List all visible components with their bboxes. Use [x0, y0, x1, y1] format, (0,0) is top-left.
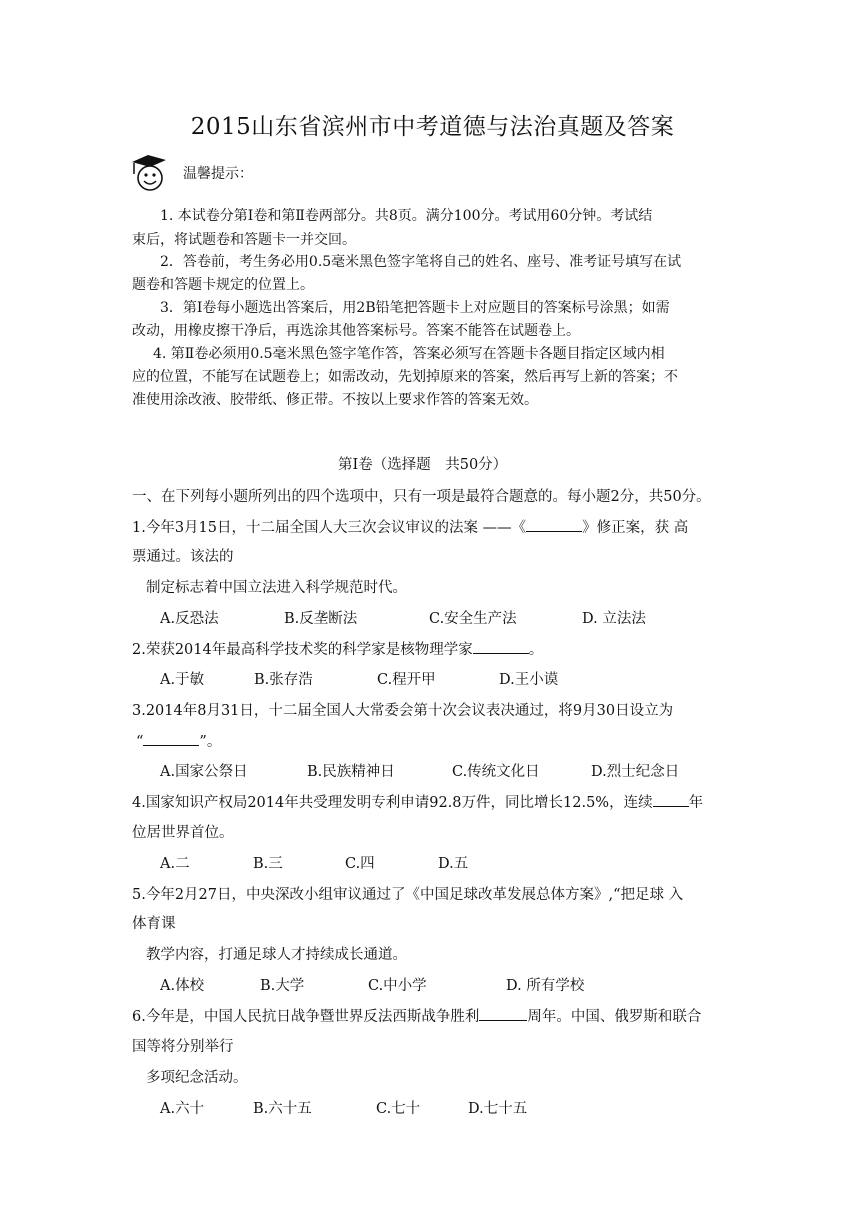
option-d: D.七十五 — [468, 1101, 528, 1117]
option-c: C.程开甲 — [377, 672, 436, 688]
tip-4-line-1: 4. 第Ⅱ卷必须用0.5毫米黑色签字笔作答，答案必须写在答题卡各题目指定区域内相 — [153, 346, 665, 362]
question-stem-cont: 票通过。该法的 — [132, 549, 234, 565]
question-stem-cont: 制定标志着中国立法进入科学规范时代。 — [146, 580, 407, 596]
option-c: C.安全生产法 — [429, 611, 517, 627]
option-d: D. 立法法 — [582, 611, 646, 627]
answer-blank — [473, 639, 529, 654]
question-stem-cont: 位居世界首位。 — [132, 825, 234, 841]
option-d: D.五 — [438, 856, 469, 872]
option-d: D.王小谟 — [499, 672, 559, 688]
tip-1-line-1: 1. 本试卷分第Ⅰ卷和第Ⅱ卷两部分。共8页。满分100分。考试用60分钟。考试结 — [160, 208, 653, 224]
option-c: C.四 — [345, 856, 375, 872]
question-stem-cont: 体育课 — [132, 916, 176, 932]
tip-4-line-3: 准使用涂改液、胶带纸、修正带。不按以上要求作答的答案无效。 — [132, 392, 538, 408]
tip-3-line-1: 3．第Ⅰ卷每小题选出答案后，用2B铅笔把答题卡上对应题目的答案标号涂黑；如需 — [160, 300, 670, 316]
option-b: B.反垄断法 — [284, 611, 358, 627]
option-c: C.七十 — [376, 1101, 421, 1117]
option-c: C.中小学 — [368, 978, 427, 994]
smiley-graduate-icon — [128, 152, 170, 194]
tips-label: 温馨提示： — [183, 166, 253, 182]
option-a: A.二 — [160, 856, 190, 872]
tip-2-line-1: 2．答卷前，考生务必用0.5毫米黑色签字笔将自己的姓名、座号、准考证号填写在试 — [160, 254, 682, 270]
option-b: B.三 — [253, 856, 283, 872]
tip-2-line-2: 题卷和答题卡规定的位置上。 — [132, 277, 314, 293]
answer-blank — [143, 731, 199, 746]
option-c: C.传统文化日 — [452, 764, 540, 780]
question-stem: 3.2014年8月31日，十二届全国人大常委会第十次会议表决通过，将9月30日设立为 — [132, 703, 674, 719]
option-a: A.反恐法 — [160, 611, 219, 627]
question-stem-cont: 多项纪念活动。 — [146, 1070, 248, 1086]
answer-blank — [479, 1006, 527, 1021]
question-stem: 2.荣获2014年最高科学技术奖的科学家是核物理学家 。 — [132, 638, 543, 659]
tip-1-line-2: 束后，将试题卷和答题卡一并交回。 — [132, 232, 356, 248]
option-b: B.大学 — [260, 978, 305, 994]
question-stem: 5.今年2月27日，中央深改小组审议通过了《中国足球改革发展总体方案》,“把足球 入 — [132, 887, 684, 903]
question-stem-cont: “ ”。 — [136, 730, 221, 751]
question-stem: 1.今年3月15日，十二届全国人大三次会议审议的法案 ——《 》修正案，获 高 — [132, 516, 688, 537]
answer-blank — [653, 792, 689, 807]
question-stem-cont: 国等将分别举行 — [132, 1039, 234, 1055]
option-b: B.六十五 — [253, 1101, 312, 1117]
option-a: A.国家公祭日 — [160, 764, 248, 780]
section-heading: 第Ⅰ卷（选择题 共50分） — [338, 457, 508, 473]
option-a: A.六十 — [160, 1101, 205, 1117]
option-b: B.张存浩 — [254, 672, 313, 688]
question-stem: 4.国家知识产权局2014年共受理发明专利申请92.8万件，同比增长12.5%，连续 年 — [132, 791, 703, 812]
option-d: D. 所有学校 — [506, 978, 585, 994]
option-a: A.体校 — [160, 978, 205, 994]
question-stem-cont: 教学内容，打通足球人才持续成长通道。 — [146, 947, 407, 963]
answer-blank — [526, 517, 582, 532]
question-stem: 6.今年是，中国人民抗日战争暨世界反法西斯战争胜利 周年。中国、俄罗斯和联合 — [132, 1005, 701, 1026]
option-d: D.烈士纪念日 — [591, 764, 680, 780]
tip-3-line-2: 改动，用橡皮擦干净后，再选涂其他答案标号。答案不能答在试题卷上。 — [132, 323, 580, 339]
tip-4-line-2: 应的位置，不能写在试题卷上；如需改动，先划掉原来的答案，然后再写上新的答案；不 — [132, 369, 678, 385]
section-instruction: 一、在下列每小题所列出的四个选项中，只有一项是最符合题意的。每小题2分，共50分。 — [132, 489, 711, 505]
page-title: 2015山东省滨州市中考道德与法治真题及答案 — [190, 114, 675, 140]
option-b: B.民族精神日 — [307, 764, 395, 780]
option-a: A.于敏 — [160, 672, 205, 688]
